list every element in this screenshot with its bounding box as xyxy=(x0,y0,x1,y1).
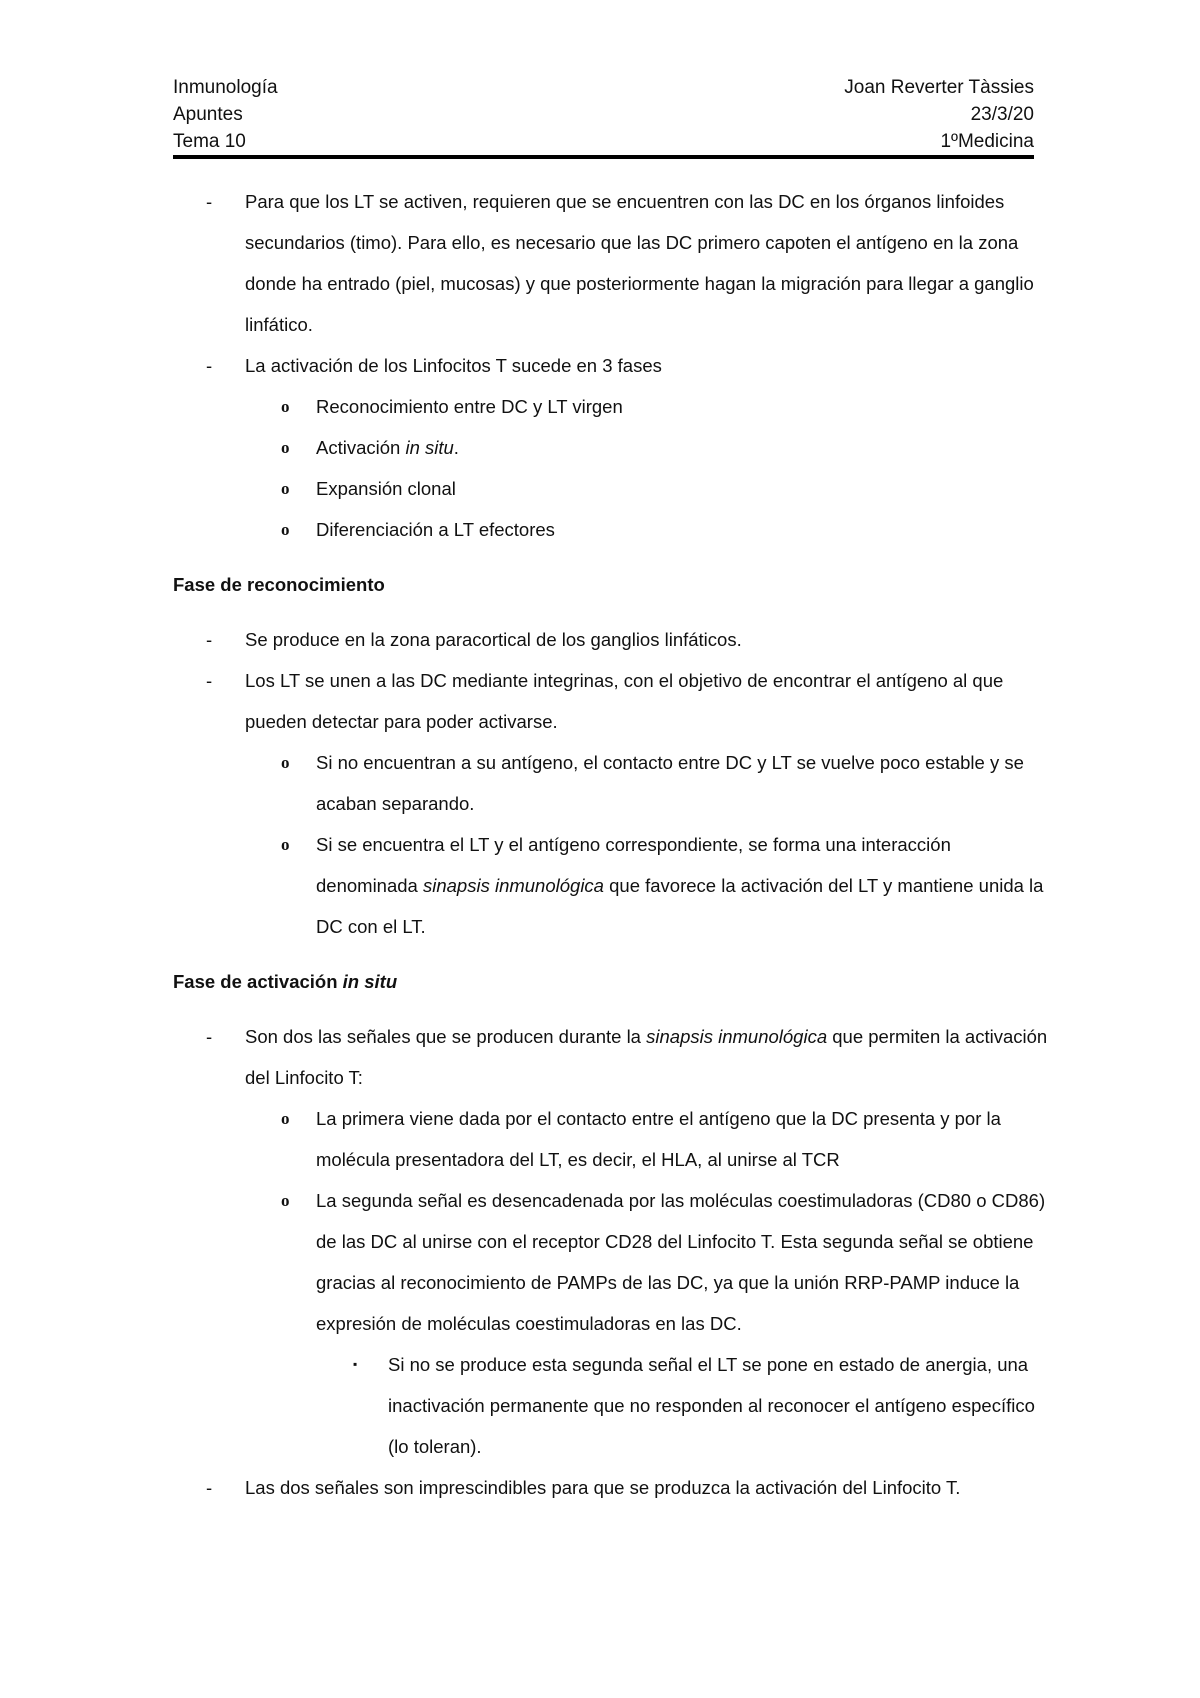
activation-sub-2: La segunda señal es desencadenada por las moléculas coestimuladoras (CD80 o CD86) de las DC al unirse con el receptor CD28 del Linfocito T. Esta segunda señal se obtiene gracias al reconocimiento de PAMPs de las DC, ya que la unión RRP-PAMP induce la expresión de moléculas coestimuladoras en las DC. xyxy=(316,1190,1046,1334)
header-row-1 xyxy=(173,74,1034,101)
phase-2-end: . xyxy=(453,437,459,458)
recognition-sub-2 xyxy=(316,824,1048,947)
page-header xyxy=(173,74,1034,155)
list-item xyxy=(173,386,1048,427)
list-item xyxy=(173,345,1048,386)
header-row-3 xyxy=(173,128,1034,155)
header-subject: Inmunología xyxy=(173,77,278,98)
circle-bullet: o xyxy=(281,1109,290,1128)
activation-bullet-1-text: Son dos las señales que se producen durante la xyxy=(245,1026,647,1047)
activation-sub-1: La primera viene dada por el contacto entre el antígeno que la DC presenta y por la molécula presentadora del LT, es decir, el HLA, al unirse al TCR xyxy=(316,1108,1001,1170)
section-heading-activation xyxy=(173,961,1048,1002)
list-item xyxy=(173,468,1048,509)
activation-bullet-2: Las dos señales son imprescindibles para que se produzca la activación del Linfocito T. xyxy=(245,1477,961,1498)
section-heading-recognition: Fase de reconocimiento xyxy=(173,574,385,595)
list-item xyxy=(173,619,1048,660)
recognition-sub-1: Si no encuentran a su antígeno, el contacto entre DC y LT se vuelve poco estable y se acaban separando. xyxy=(316,752,1024,814)
phase-2-italic: in situ xyxy=(405,437,454,458)
dash-bullet: - xyxy=(206,191,213,212)
header-divider xyxy=(173,155,1034,159)
list-item xyxy=(173,1180,1048,1344)
header-author: Joan Reverter Tàssies xyxy=(844,77,1034,98)
list-item xyxy=(173,1098,1048,1180)
square-bullet: ▪ xyxy=(353,1357,358,1371)
phase-2 xyxy=(316,427,1048,468)
list-item xyxy=(173,742,1048,824)
activation-heading-italic: in situ xyxy=(342,971,398,992)
recognition-sub-2-end: que favorece la activación del LT y mantiene unida la DC con el LT. xyxy=(316,875,1044,937)
list-item xyxy=(173,181,1048,345)
list-item xyxy=(173,824,1048,947)
document-body xyxy=(173,181,1048,1508)
circle-bullet: o xyxy=(281,753,290,772)
header-course: 1ºMedicina xyxy=(940,131,1034,152)
list-item xyxy=(173,660,1048,742)
list-item xyxy=(173,1344,1048,1467)
dash-bullet: - xyxy=(206,629,213,650)
header-row-2 xyxy=(173,101,1034,128)
activation-subsub-1: Si no se produce esta segunda señal el LT se pone en estado de anergia, una inactivación permanente que no responden al reconocer el antígeno específico (lo toleran). xyxy=(388,1354,1035,1457)
header-topic: Tema 10 xyxy=(173,131,246,152)
phase-2-text: Activación xyxy=(316,437,406,458)
circle-bullet: o xyxy=(281,835,290,854)
recognition-sub-2-italic: sinapsis inmunológica xyxy=(422,875,604,896)
circle-bullet: o xyxy=(281,479,290,498)
list-item xyxy=(173,427,1048,468)
activation-heading-text: Fase de activación xyxy=(173,971,343,992)
dash-bullet: - xyxy=(206,670,213,691)
dash-bullet: - xyxy=(206,355,213,376)
recognition-sub-2-text: Si se encuentra el LT y el antígeno correspondiente, se forma una interacción denominada xyxy=(316,834,951,896)
list-item xyxy=(173,509,1048,550)
circle-bullet: o xyxy=(281,1191,290,1210)
activation-bullet-1-end: que permiten la activación del Linfocito T: xyxy=(245,1026,1048,1088)
recognition-bullet-2: Los LT se unen a las DC mediante integrinas, con el objetivo de encontrar el antígeno al que pueden detectar para poder activarse. xyxy=(245,670,1004,732)
intro-paragraph-1: Para que los LT se activen, requieren que se encuentren con las DC en los órganos linfoides secundarios (timo). Para ello, es necesario que las DC primero capoten el antígeno en la zona donde ha entrado (piel, mucosas) y que posteriormente hagan la migración para llegar a ganglio linfático. xyxy=(245,191,1034,335)
activation-bullet-1 xyxy=(245,1016,1048,1098)
phase-3: Expansión clonal xyxy=(316,478,456,499)
dash-bullet: - xyxy=(206,1026,213,1047)
header-date: 23/3/20 xyxy=(970,104,1034,125)
circle-bullet: o xyxy=(281,438,290,457)
list-item xyxy=(173,1016,1048,1098)
recognition-bullet-1: Se produce en la zona paracortical de los ganglios linfáticos. xyxy=(245,629,742,650)
phase-4: Diferenciación a LT efectores xyxy=(316,519,555,540)
intro-paragraph-2: La activación de los Linfocitos T sucede en 3 fases xyxy=(245,355,662,376)
phase-1: Reconocimiento entre DC y LT virgen xyxy=(316,396,623,417)
circle-bullet: o xyxy=(281,520,290,539)
activation-bullet-1-italic: sinapsis inmunológica xyxy=(646,1026,828,1047)
circle-bullet: o xyxy=(281,397,290,416)
dash-bullet: - xyxy=(206,1477,213,1498)
list-item xyxy=(173,1467,1048,1508)
header-doc-type: Apuntes xyxy=(173,104,243,125)
